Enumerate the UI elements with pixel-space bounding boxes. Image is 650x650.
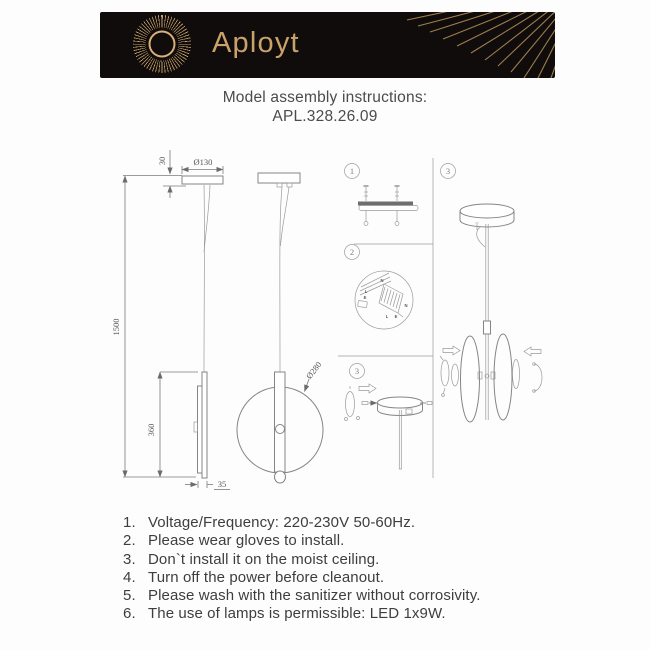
instruction-number: 6. [123, 605, 136, 623]
step-2-panel [345, 245, 414, 330]
dim-fixture-height: 360 [146, 423, 156, 437]
instruction-item [123, 551, 555, 569]
rod-sleeve [484, 321, 491, 334]
lamp-bar-notch [194, 422, 198, 432]
wire-label-n1: N [380, 278, 384, 283]
model-number: APL.328.26.09 [272, 108, 378, 125]
instruction-item [123, 587, 555, 605]
instruction-text: Voltage/Frequency: 220-230V 50-60Hz. [148, 514, 416, 531]
step-3-number: 3 [354, 366, 360, 376]
canopy-front [258, 173, 300, 183]
side-view-drawing [111, 150, 230, 490]
dim-canopy-diameter: Ø130 [193, 157, 213, 167]
wire-label-e2: E [394, 314, 398, 319]
instruction-text: Turn off the power before cleanout. [148, 568, 385, 586]
lamp-bar-front [202, 372, 207, 478]
dim-overall-height: 1500 [111, 318, 121, 336]
brand-name: Aployt [212, 27, 300, 59]
instruction-number: 2. [123, 532, 136, 550]
canopy-exploded [460, 204, 514, 218]
assembly-arrow-left-icon [443, 346, 460, 355]
wire-label-e1: E [363, 295, 367, 300]
step-1-number: 1 [349, 166, 355, 176]
left-ring [441, 360, 449, 386]
clamp-ring [346, 392, 355, 417]
instruction-text: Please wear gloves to install. [148, 532, 345, 550]
step-2-number: 2 [349, 247, 355, 257]
dim-canopy-height: 30 [157, 156, 167, 166]
step-3-panel [345, 364, 433, 470]
front-view-drawing [237, 173, 323, 483]
lamp-bar-hub [276, 425, 285, 434]
wire-label-l1: L [364, 289, 368, 294]
instruction-list [123, 514, 555, 624]
right-ring [513, 360, 520, 389]
instruction-number: 4. [123, 568, 136, 586]
bracket-hooks [364, 211, 399, 226]
left-ring-2 [452, 364, 459, 386]
cable-grip [406, 409, 412, 414]
dim-fixture-width: 35 [217, 479, 227, 489]
right-screw [427, 402, 432, 405]
step-4-panel [440, 164, 542, 423]
plain-disc [461, 336, 480, 422]
assembly-arrow-right-icon [524, 347, 541, 356]
instruction-text: Please wash with the sanitizer without corrosivity. [148, 587, 481, 605]
cord-strand [204, 185, 210, 252]
canopy-step3 [378, 397, 423, 408]
textured-disc-exploded [494, 334, 512, 420]
page-title: Model assembly instructions: [222, 89, 428, 106]
instruction-item [123, 514, 555, 532]
step-1-panel [345, 164, 419, 226]
cable-curve [477, 226, 485, 247]
bracket-screws [364, 186, 400, 201]
instruction-number: 5. [123, 587, 136, 605]
canopy-side [182, 176, 223, 184]
left-screw [362, 402, 368, 405]
right-hook [534, 364, 542, 391]
lamp-bar-back [198, 386, 203, 473]
mounting-bracket [358, 202, 413, 206]
instruction-item [123, 605, 555, 623]
instruction-item [123, 569, 555, 587]
direction-arrow-icon [359, 384, 376, 393]
dim-disc-diameter: Ø280 [303, 359, 324, 381]
instruction-text: Don`t install it on the moist ceiling. [148, 550, 380, 568]
instruction-text: The use of lamps is permissible: LED 1x9W. [148, 605, 446, 623]
instruction-item [123, 532, 555, 550]
lamp-bar-front-view [275, 372, 286, 472]
step-4-number: 3 [445, 166, 451, 176]
wire-label-n2: N [404, 303, 408, 308]
cord-front [280, 187, 282, 372]
instruction-number: 3. [123, 550, 136, 568]
wire-label-l2: L [385, 314, 389, 319]
instruction-number: 1. [123, 514, 136, 531]
lamp-bar-bottom-cap [275, 471, 286, 483]
